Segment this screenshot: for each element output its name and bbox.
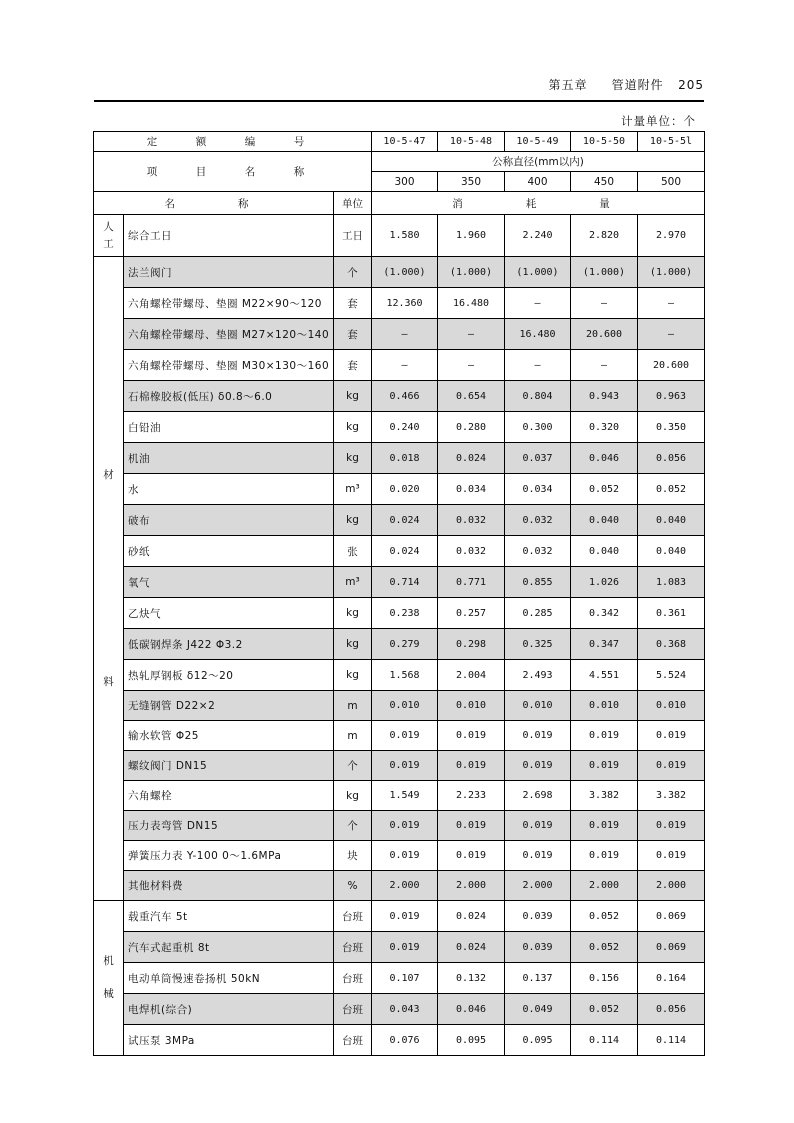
value-cell: 0.019 [505,811,571,841]
item-unit: m³ [334,567,372,598]
value-cell: 0.019 [571,841,638,871]
value-cell: 12.360 [372,288,438,319]
value-cell: 0.019 [638,811,705,841]
item-unit: 套 [334,288,372,319]
item-name: 乙炔气 [124,598,334,629]
item-unit: 套 [334,319,372,350]
value-cell: 0.034 [438,474,505,505]
item-name: 无缝钢管 D22×2 [124,691,334,721]
item-unit: kg [334,598,372,629]
table-row [94,257,705,288]
value-cell: 0.076 [372,1025,438,1056]
quota-table [93,131,705,1056]
value-cell: 0.049 [505,994,571,1025]
item-unit: 工日 [334,215,372,257]
value-cell: 0.325 [505,629,571,660]
table-row [94,474,705,505]
value-cell: 0.280 [438,412,505,443]
item-name: 电焊机(综合) [124,994,334,1025]
page-number: 205 [678,78,704,92]
item-name: 破布 [124,505,334,536]
value-cell: 0.019 [505,721,571,751]
value-cell: 0.020 [372,474,438,505]
value-cell: (1.000) [438,257,505,288]
value-cell: 0.039 [505,932,571,963]
table-row [94,811,705,841]
table-row [94,781,705,811]
item-unit: kg [334,781,372,811]
value-cell: 0.368 [638,629,705,660]
item-unit: m³ [334,474,372,505]
item-name: 法兰阀门 [124,257,334,288]
value-cell: 0.342 [571,598,638,629]
value-cell: — [505,350,571,381]
value-cell: 2.004 [438,660,505,691]
code-cell: 10-5-50 [571,132,638,152]
table-row [94,963,705,994]
value-cell: 0.019 [505,751,571,781]
value-cell: 0.046 [438,994,505,1025]
value-cell: 0.019 [571,811,638,841]
table-row [94,505,705,536]
value-cell: 0.024 [438,932,505,963]
value-cell: 0.024 [372,536,438,567]
item-unit: kg [334,660,372,691]
value-cell: 0.019 [372,932,438,963]
value-cell: 0.019 [372,901,438,932]
item-unit: 台班 [334,1025,372,1056]
item-name: 六角螺栓带螺母、垫圈 M27×120～140 [124,319,334,350]
value-cell: — [372,319,438,350]
item-name: 其他材料费 [124,871,334,901]
value-cell: 2.493 [505,660,571,691]
value-cell: 20.600 [571,319,638,350]
value-cell: 2.820 [571,215,638,257]
category-material-bottom: 料 [103,675,114,688]
value-cell: 16.480 [505,319,571,350]
item-name: 机油 [124,443,334,474]
item-name: 白铅油 [124,412,334,443]
value-cell: 2.000 [571,871,638,901]
item-name: 热轧厚钢板 δ12～20 [124,660,334,691]
value-cell: 0.018 [372,443,438,474]
value-cell: 0.019 [638,721,705,751]
value-cell: — [571,350,638,381]
item-unit: 台班 [334,932,372,963]
value-cell: 1.549 [372,781,438,811]
value-cell: 0.010 [505,691,571,721]
consumption-header: 消 耗 量 [372,192,705,215]
value-cell: 2.698 [505,781,571,811]
value-cell: — [571,288,638,319]
value-cell: 0.019 [372,721,438,751]
item-name-label: 项 目 名 称 [94,152,372,192]
diameter-cell: 350 [438,172,505,192]
value-cell: — [638,319,705,350]
item-unit: kg [334,412,372,443]
table-row [94,994,705,1025]
value-cell: 0.114 [571,1025,638,1056]
value-cell: 0.943 [571,381,638,412]
diameter-cell: 450 [571,172,638,192]
item-unit: 套 [334,350,372,381]
table-row [94,932,705,963]
value-cell: 3.382 [571,781,638,811]
diameter-cell: 400 [505,172,571,192]
diameter-label: 公称直径(mm以内) [372,152,705,172]
value-cell: 0.056 [638,994,705,1025]
table-row [94,660,705,691]
value-cell: 0.238 [372,598,438,629]
value-cell: 0.032 [505,505,571,536]
value-cell: 0.010 [638,691,705,721]
value-cell: 0.771 [438,567,505,598]
value-cell: (1.000) [505,257,571,288]
value-cell: 0.034 [505,474,571,505]
value-cell: 0.040 [638,536,705,567]
category-labor: 人工 [94,215,124,257]
value-cell: 16.480 [438,288,505,319]
value-cell: 0.052 [571,474,638,505]
value-cell: 0.285 [505,598,571,629]
unit-note: 计量单位：个 [621,114,696,128]
value-cell: 0.039 [505,901,571,932]
value-cell: — [372,350,438,381]
value-cell: (1.000) [638,257,705,288]
value-cell: 0.019 [372,811,438,841]
value-cell: 0.056 [638,443,705,474]
value-cell: 2.000 [372,871,438,901]
name-column-header: 名 称 [94,192,334,215]
value-cell: 0.052 [638,474,705,505]
header-rule [94,100,704,102]
item-name: 低碳钢焊条 J422 Φ3.2 [124,629,334,660]
code-cell: 10-5-48 [438,132,505,152]
value-cell: 0.024 [438,443,505,474]
chapter-title: 管道附件 [611,78,664,92]
value-cell: 0.466 [372,381,438,412]
value-cell: 0.052 [571,901,638,932]
table-row [94,598,705,629]
item-unit: kg [334,505,372,536]
value-cell: 0.298 [438,629,505,660]
diameter-cell: 300 [372,172,438,192]
value-cell: 0.137 [505,963,571,994]
value-cell: 0.963 [638,381,705,412]
table-row [94,629,705,660]
item-name: 石棉橡胶板(低压) δ0.8～6.0 [124,381,334,412]
category-material [94,257,124,901]
table-row [94,536,705,567]
table-row [94,288,705,319]
code-cell: 10-5-47 [372,132,438,152]
table-row [94,215,705,257]
table-row [94,691,705,721]
value-cell: — [438,350,505,381]
value-cell: 1.580 [372,215,438,257]
table-row [94,412,705,443]
value-cell: 0.019 [438,751,505,781]
code-label: 定 额 编 号 [94,132,372,152]
item-name: 六角螺栓 [124,781,334,811]
value-cell: 0.019 [438,811,505,841]
value-cell: 0.114 [638,1025,705,1056]
value-cell: 0.019 [372,751,438,781]
value-cell: 0.654 [438,381,505,412]
chapter-label: 第五章 [548,78,588,92]
item-name: 试压泵 3MPa [124,1025,334,1056]
value-cell: 0.019 [638,841,705,871]
value-cell: 0.069 [638,932,705,963]
category-machine-top: 机 [103,955,114,967]
item-unit: kg [334,629,372,660]
value-cell: 0.046 [571,443,638,474]
value-cell: 0.019 [571,721,638,751]
value-cell: 2.240 [505,215,571,257]
value-cell: 0.040 [571,536,638,567]
value-cell: 0.019 [438,841,505,871]
value-cell: 0.804 [505,381,571,412]
value-cell: 0.052 [571,994,638,1025]
item-unit: 个 [334,811,372,841]
category-material-top: 材 [103,468,114,481]
value-cell: 0.279 [372,629,438,660]
value-cell: 1.026 [571,567,638,598]
table-body [94,215,705,1056]
table-row [94,901,705,932]
table-row [94,1025,705,1056]
value-cell: 0.010 [438,691,505,721]
value-cell: 0.069 [638,901,705,932]
code-cell: 10-5-5l [638,132,705,152]
item-name: 弹簧压力表 Y-100 0～1.6MPa [124,841,334,871]
value-cell: 0.040 [571,505,638,536]
value-cell: 0.132 [438,963,505,994]
item-unit: kg [334,381,372,412]
value-cell: 0.032 [438,505,505,536]
value-cell: 0.361 [638,598,705,629]
value-cell: 0.037 [505,443,571,474]
value-cell: 1.568 [372,660,438,691]
page-header [94,76,704,92]
value-cell: 0.714 [372,567,438,598]
item-unit: 个 [334,257,372,288]
value-cell: 0.257 [438,598,505,629]
value-cell: — [638,288,705,319]
table-row [94,841,705,871]
value-cell: 0.010 [372,691,438,721]
value-cell: 3.382 [638,781,705,811]
value-cell: 20.600 [638,350,705,381]
value-cell: 0.019 [638,751,705,781]
item-name: 砂纸 [124,536,334,567]
value-cell: 0.052 [571,932,638,963]
table-row [94,443,705,474]
table-row [94,871,705,901]
value-cell: 0.095 [438,1025,505,1056]
value-cell: 0.019 [438,721,505,751]
code-cell: 10-5-49 [505,132,571,152]
value-cell: 0.024 [438,901,505,932]
item-unit: 个 [334,751,372,781]
value-cell: 0.107 [372,963,438,994]
table-row [94,721,705,751]
value-cell: 0.320 [571,412,638,443]
value-cell: 0.164 [638,963,705,994]
item-unit: 台班 [334,901,372,932]
value-cell: 0.156 [571,963,638,994]
item-unit: m [334,721,372,751]
category-machine [94,901,124,1056]
value-cell: 2.233 [438,781,505,811]
value-cell: 0.032 [438,536,505,567]
value-cell: 1.960 [438,215,505,257]
value-cell: 0.019 [505,841,571,871]
item-unit: kg [334,443,372,474]
value-cell: 2.970 [638,215,705,257]
item-name: 氧气 [124,567,334,598]
table-row [94,319,705,350]
item-unit: 张 [334,536,372,567]
item-name: 水 [124,474,334,505]
value-cell: 0.043 [372,994,438,1025]
item-name: 综合工日 [124,215,334,257]
value-cell: 0.019 [372,841,438,871]
value-cell: 2.000 [505,871,571,901]
unit-column-header: 单位 [334,192,372,215]
value-cell: 4.551 [571,660,638,691]
item-name: 电动单筒慢速卷扬机 50kN [124,963,334,994]
item-name: 载重汽车 5t [124,901,334,932]
value-cell: 0.240 [372,412,438,443]
value-cell: 0.010 [571,691,638,721]
value-cell: 1.083 [638,567,705,598]
value-cell: 0.350 [638,412,705,443]
item-name: 六角螺栓带螺母、垫圈 M22×90～120 [124,288,334,319]
diameter-cell: 500 [638,172,705,192]
item-name: 压力表弯管 DN15 [124,811,334,841]
item-name: 螺纹阀门 DN15 [124,751,334,781]
item-unit: 台班 [334,963,372,994]
value-cell: (1.000) [571,257,638,288]
table-row [94,751,705,781]
value-cell: 0.300 [505,412,571,443]
value-cell: 0.019 [571,751,638,781]
value-cell: 0.032 [505,536,571,567]
item-name: 六角螺栓带螺母、垫圈 M30×130～160 [124,350,334,381]
value-cell: 5.524 [638,660,705,691]
item-unit: % [334,871,372,901]
item-name: 汽车式起重机 8t [124,932,334,963]
value-cell: 0.040 [638,505,705,536]
table-row [94,381,705,412]
category-machine-bottom: 械 [103,988,114,1000]
value-cell: 0.347 [571,629,638,660]
table-row [94,567,705,598]
value-cell: 0.095 [505,1025,571,1056]
table-row [94,350,705,381]
item-name: 输水软管 Φ25 [124,721,334,751]
value-cell: 0.024 [372,505,438,536]
value-cell: — [438,319,505,350]
value-cell: (1.000) [372,257,438,288]
value-cell: 2.000 [438,871,505,901]
value-cell: 2.000 [638,871,705,901]
item-unit: 台班 [334,994,372,1025]
value-cell: 0.855 [505,567,571,598]
item-unit: m [334,691,372,721]
item-unit: 块 [334,841,372,871]
value-cell: — [505,288,571,319]
